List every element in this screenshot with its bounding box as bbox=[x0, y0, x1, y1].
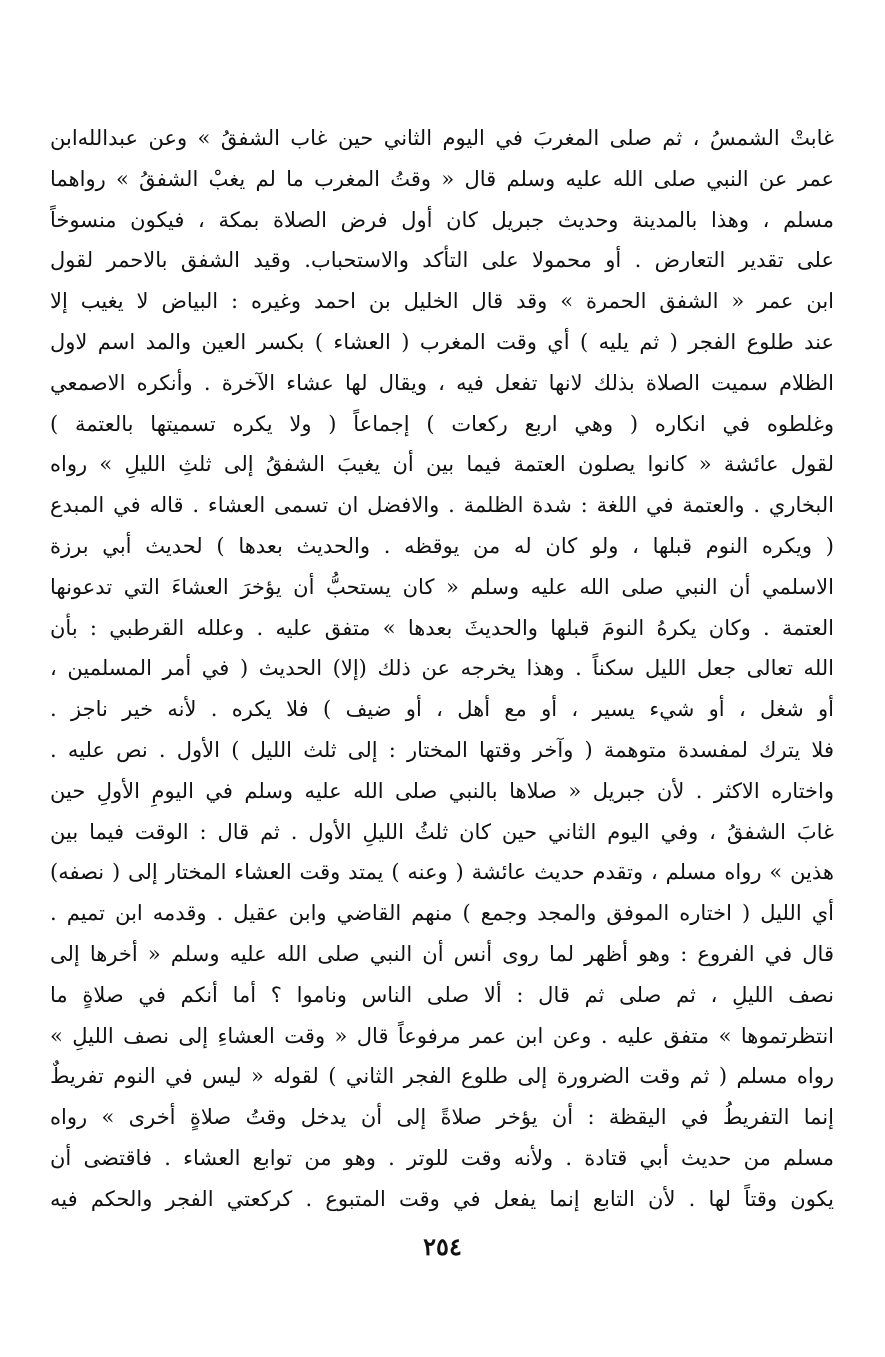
text-line: غابتْ الشمسُ ، ثم صلى المغربَ في اليوم الثاني حين غاب الشفقُ » وعن عبدالله‌ابن bbox=[50, 126, 834, 150]
text-line: انتظرتموها » متفق عليه . وعن ابن عمر مرفوعاً قال « وقت العشاءِ إلى نصف الليلِ » bbox=[50, 1023, 834, 1048]
text-line: البخاري . والعتمة في اللغة : شدة الظلمة . والافضل ان تسمى العشاء . قاله في المبدع bbox=[50, 493, 834, 518]
text-line: الله تعالى جعل الليل سكناً . وهذا يخرجه عن ذلك (إلا) الحديث ( في أمر المسلمين ، bbox=[50, 656, 834, 681]
text-line: وغلطوه في انكاره ( وهي اربع ركعات ) إجماعاً ( ولا يكره تسميتها بالعتمة ) bbox=[50, 411, 834, 436]
text-line: ابن عمر « الشفق الحمرة » وقد قال الخليل بن احمد وغيره : البياض لا يغيب إلا bbox=[50, 289, 834, 314]
text-line: غابَ الشفقُ ، وفي اليوم الثاني حين كان ثلثُ الليلِ الأول . ثم قال : الوقت فيما بين bbox=[50, 819, 834, 844]
text-line: هذين » رواه مسلم ، وتقدم حديث عائشة ( وعنه ) يمتد وقت العشاء المختار إلى ( نصفه) bbox=[50, 860, 834, 885]
text-line: لقول عائشة « كانوا يصلون العتمة فيما بين أن يغيبَ الشفقُ إلى ثلثِ الليلِ » رواه bbox=[50, 452, 834, 477]
text-line: يكون وقتاً لها . لأن التابع إنما يفعل في وقت المتبوع . كركعتي الفجر والحكم فيه bbox=[50, 1186, 834, 1211]
body-text bbox=[50, 118, 834, 1220]
text-line: نصف الليلِ ، ثم صلى ثم قال : ألا صلى الناس وناموا ؟ أما أنكم في صلاةٍ ما bbox=[50, 982, 834, 1007]
text-line: مسلم ، وهذا بالمدينة وحديث جبريل كان أول فرض الصلاة بمكة ، فيكون منسوخاً bbox=[50, 207, 834, 232]
text-line: واختاره الاكثر . لأن جبريل « صلاها بالنبي صلى الله عليه وسلم في اليومِ الأولِ حين bbox=[50, 778, 834, 803]
text-line: فلا يترك لمفسدة متوهمة ( وآخر وقتها المختار : إلى ثلث الليل ) الأول . نص عليه . bbox=[50, 737, 834, 762]
text-line: العتمة . وكان يكرهُ النومَ قبلها والحديثَ بعدها » متفق عليه . وعلله القرطبي : بأن bbox=[50, 615, 834, 640]
text-line: قال في الفروع : وهو أظهر لما روى أنس أن النبي صلى الله عليه وسلم « أخرها إلى bbox=[50, 941, 834, 966]
text-line: رواه مسلم ( ثم وقت الضرورة إلى طلوع الفجر الثاني ) لقوله « ليس في النوم تفريطٌ bbox=[50, 1064, 834, 1089]
text-line: الاسلمي أن النبي صلى الله عليه وسلم « كان يستحبُّ أن يؤخرَ العشاءَ التي تدعونها bbox=[50, 574, 834, 599]
text-line: أو شغل ، أو شيء يسير ، أو مع أهل ، أو ضيف ) فلا يكره . لأنه خير ناجز . bbox=[50, 697, 834, 722]
page-number: ٢٥٤ bbox=[423, 1232, 462, 1261]
text-line: أي الليل ( اختاره الموفق والمجد وجمع ) منهم القاضي وابن عقيل . وقدمه ابن تميم . bbox=[50, 901, 834, 926]
text-line: عمر عن النبي صلى الله عليه وسلم قال « وقتُ المغرب ما لم يغبْ الشفقُ » رواهما bbox=[50, 166, 834, 191]
text-line: على تقدير التعارض . أو محمولا على التأكد والاستحباب. وقيد الشفق بالاحمر لقول bbox=[50, 248, 834, 273]
text-line: الظلام سميت الصلاة بذلك لانها تفعل فيه ، ويقال لها عشاء الآخرة . وأنكره الاصمعي bbox=[50, 370, 834, 395]
text-line: مسلم من حديث أبي قتادة . ولأنه وقت للوتر . وهو من توابع العشاء . فاقتضى أن bbox=[50, 1145, 834, 1170]
text-line: إنما التفريطُ في اليقظة : أن يؤخر صلاةً إلى أن يدخل وقتُ صلاةٍ أخرى » رواه bbox=[50, 1105, 834, 1130]
text-line: عند طلوع الفجر ( ثم يليه ) أي وقت المغرب ( العشاء ) بكسر العين والمد اسم لاول bbox=[50, 329, 834, 354]
text-line: ( ويكره النوم قبلها ، ولو كان له من يوقظه . والحديث بعدها ) لحديث أبي برزة bbox=[50, 533, 834, 558]
